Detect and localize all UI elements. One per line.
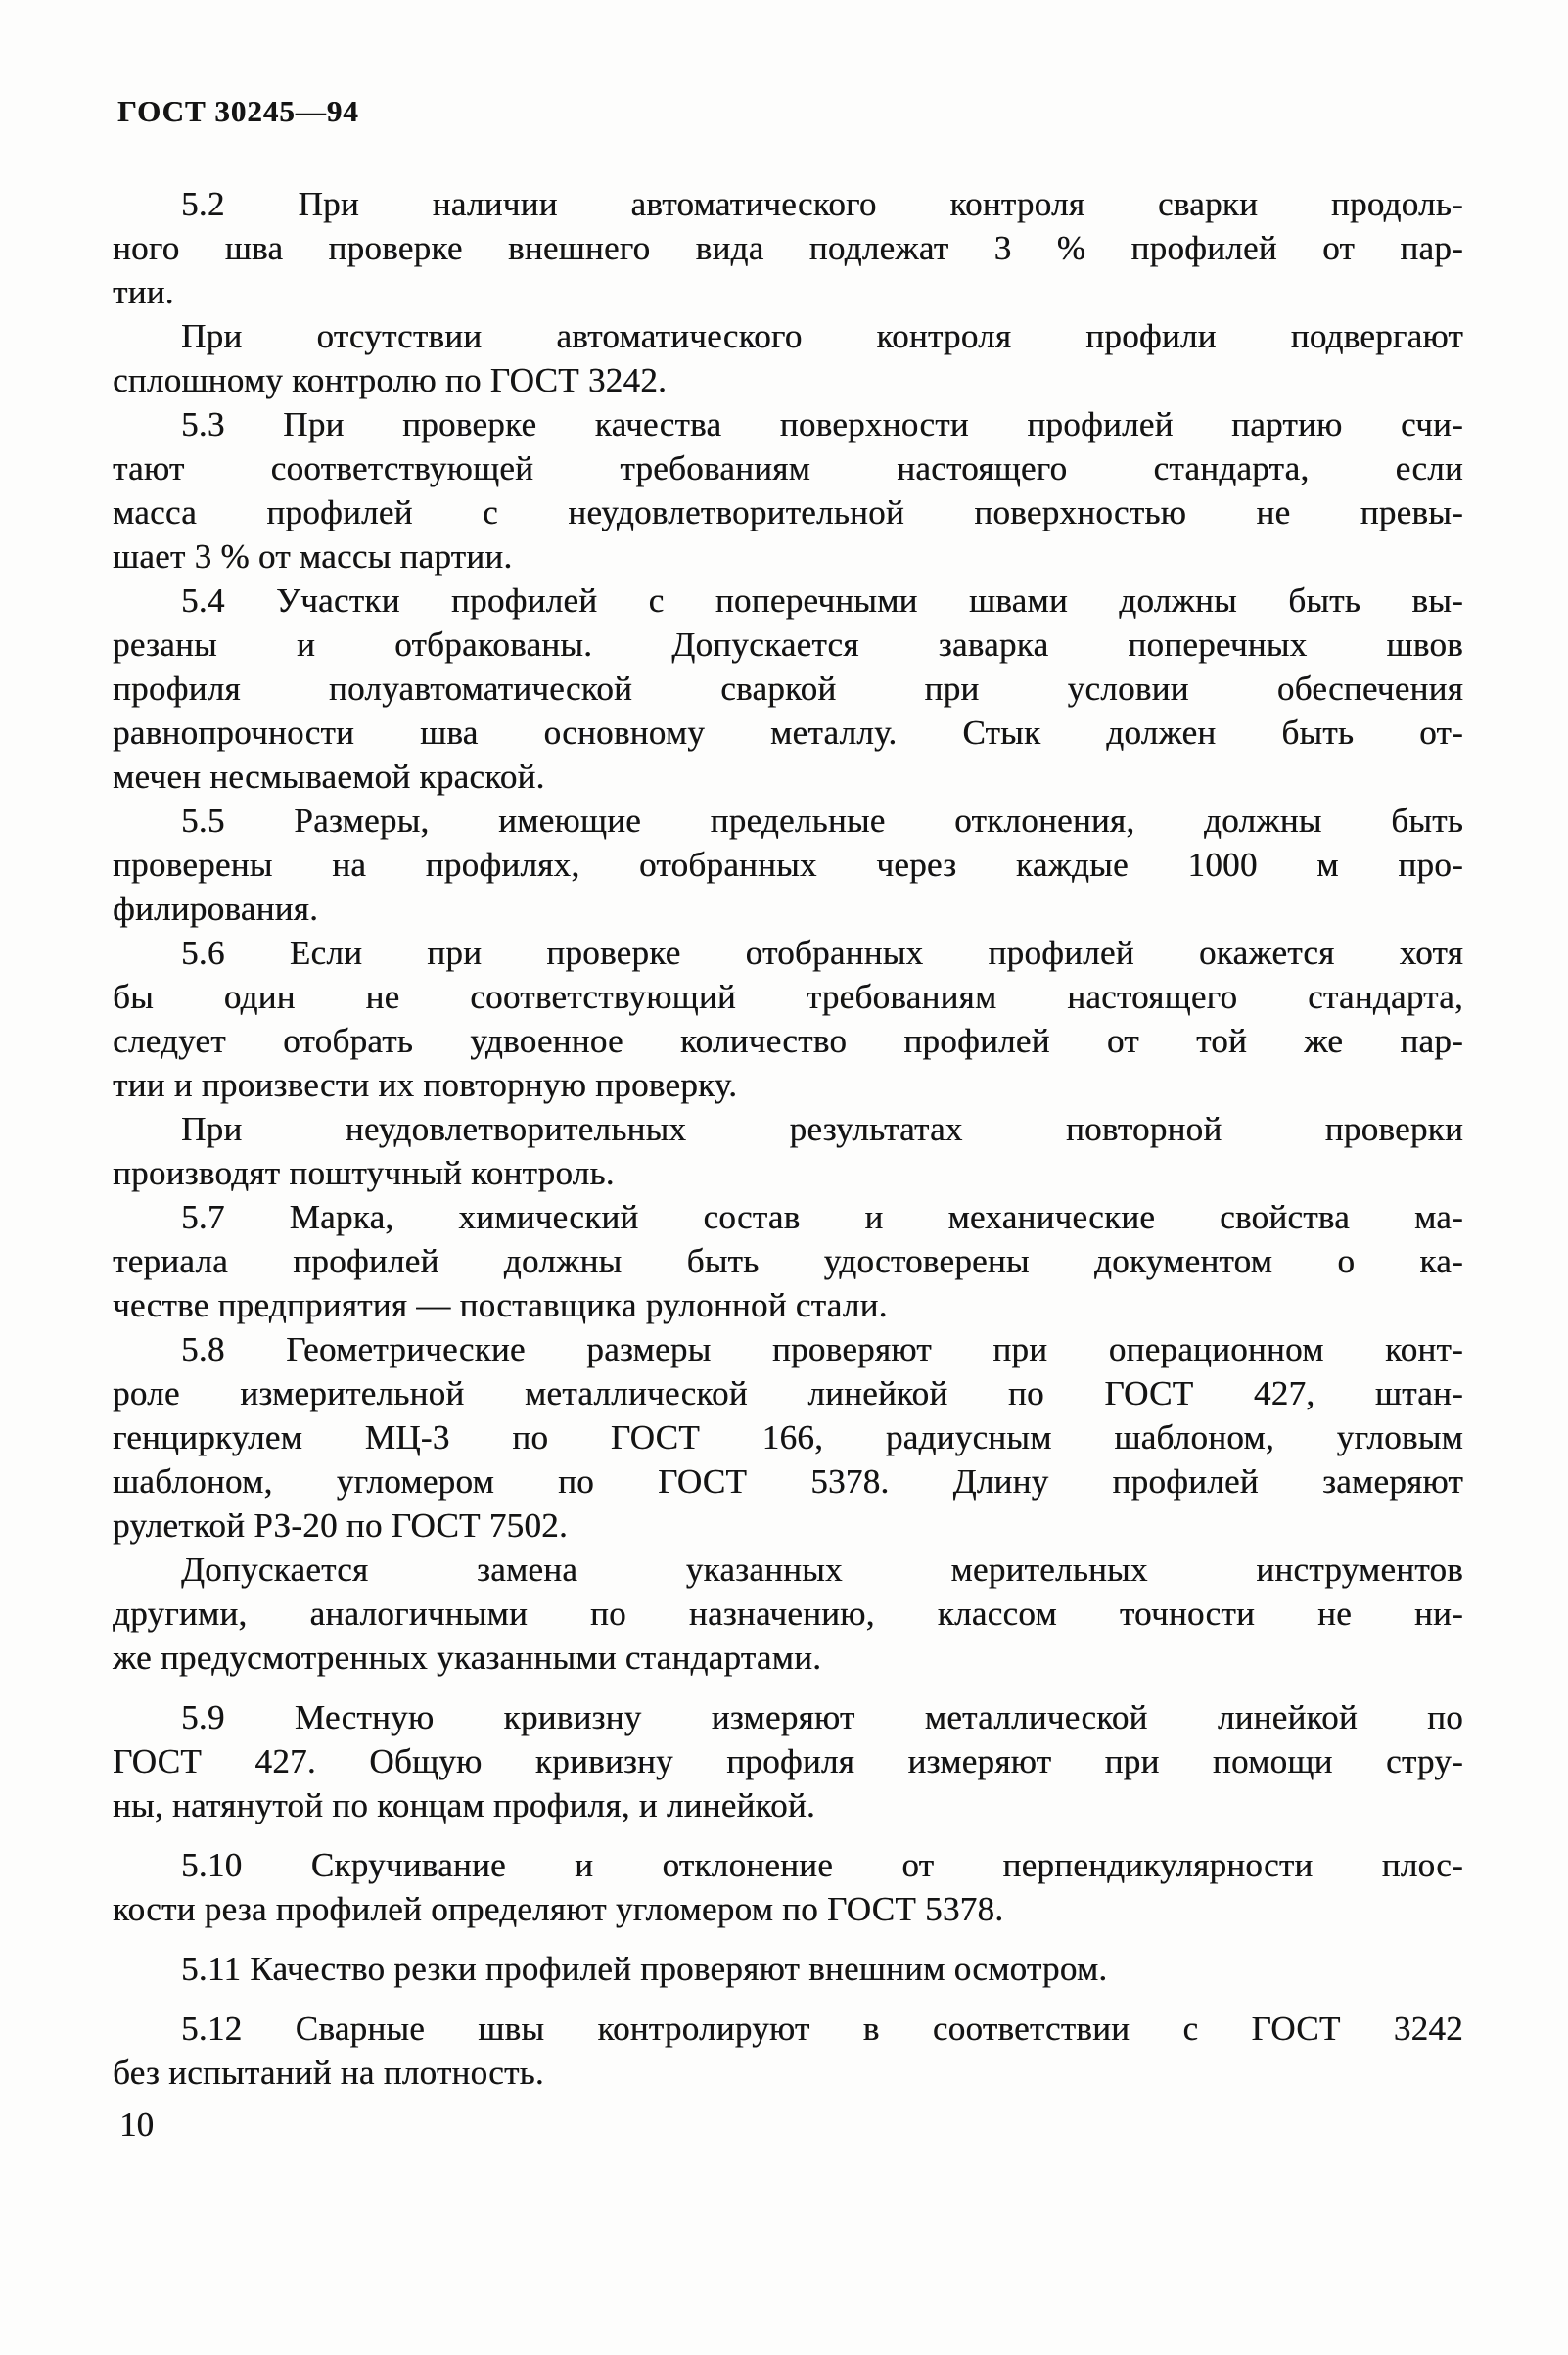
text-line: тии и произвести их повторную проверку.: [113, 1066, 738, 1104]
paragraph: [113, 182, 1463, 314]
text-line: бы один не соответствующий требованиям настоящего стандарта,: [113, 978, 1463, 1016]
paragraph: [113, 314, 1463, 402]
text-line: Допускается замена указанных мерительных инструментов: [181, 1550, 1463, 1589]
text-line: ного шва проверке внешнего вида подлежат 3 % профилей от пар-: [113, 229, 1463, 267]
paragraph: [113, 1695, 1463, 1827]
text-line: же предусмотренных указанными стандартами.: [113, 1639, 822, 1677]
text-line: 5.7 Марка, химический состав и механические свойства ма-: [181, 1198, 1463, 1236]
text-line: При отсутствии автоматического контроля профили подвергают: [181, 317, 1463, 355]
paragraph: [113, 1547, 1463, 1680]
paragraph: [113, 578, 1463, 799]
text-line: 5.4 Участки профилей с поперечными швами должны быть вы-: [181, 581, 1463, 620]
text-line: генциркулем МЦ-3 по ГОСТ 166, радиусным шаблоном, угловым: [113, 1418, 1463, 1456]
text-line: териала профилей должны быть удостоверены документом о ка-: [113, 1242, 1463, 1280]
text-line: При неудовлетворительных результатах повторной проверки: [181, 1110, 1463, 1148]
paragraph: [113, 1947, 1463, 1991]
text-line: тии.: [113, 273, 174, 311]
text-line: без испытаний на плотность.: [113, 2054, 544, 2092]
paragraph: [113, 1107, 1463, 1195]
text-line: 5.6 Если при проверке отобранных профилей окажется хотя: [181, 934, 1463, 972]
text-line: 5.12 Сварные швы контролируют в соответствии с ГОСТ 3242: [181, 2009, 1463, 2048]
text-line: 5.9 Местную кривизну измеряют металлической линейкой по: [181, 1698, 1463, 1736]
document-body: [113, 182, 1463, 2095]
text-line: производят поштучный контроль.: [113, 1154, 615, 1192]
text-line: ГОСТ 427. Общую кривизну профиля измеряют при помощи стру-: [113, 1742, 1463, 1780]
text-line: 5.3 При проверке качества поверхности профилей партию счи-: [181, 405, 1463, 443]
text-line: равнопрочности шва основному металлу. Стык должен быть от-: [113, 714, 1463, 752]
text-line: мечен несмываемой краской.: [113, 758, 545, 796]
text-line: роле измерительной металлической линейкой по ГОСТ 427, штан-: [113, 1374, 1463, 1412]
paragraph: [113, 1843, 1463, 1931]
document-header-title: ГОСТ 30245—94: [117, 94, 359, 128]
text-line: следует отобрать удвоенное количество профилей от той же пар-: [113, 1022, 1463, 1060]
paragraph: [113, 1195, 1463, 1327]
text-line: тают соответствующей требованиям настоящего стандарта, если: [113, 449, 1463, 487]
paragraph: [113, 402, 1463, 578]
text-line: шаблоном, угломером по ГОСТ 5378. Длину профилей замеряют: [113, 1462, 1463, 1501]
text-line: 5.2 При наличии автоматического контроля сварки продоль-: [181, 185, 1463, 223]
text-line: резаны и отбракованы. Допускается заварка поперечных швов: [113, 625, 1463, 664]
paragraph: [113, 931, 1463, 1107]
text-line: филирования.: [113, 890, 319, 928]
text-line: шает 3 % от массы партии.: [113, 537, 513, 576]
text-line: 5.11 Качество резки профилей проверяют внешним осмотром.: [181, 1950, 1108, 1988]
paragraph: [113, 2007, 1463, 2095]
text-line: 5.5 Размеры, имеющие предельные отклонения, должны быть: [181, 802, 1463, 840]
text-line: масса профилей с неудовлетворительной поверхностью не превы-: [113, 493, 1463, 531]
text-line: кости реза профилей определяют угломером по ГОСТ 5378.: [113, 1890, 1004, 1928]
text-line: проверены на профилях, отобранных через каждые 1000 м про-: [113, 846, 1463, 884]
text-line: 5.10 Скручивание и отклонение от перпендикулярности плос-: [181, 1846, 1463, 1884]
paragraph: [113, 799, 1463, 931]
text-line: рулеткой РЗ-20 по ГОСТ 7502.: [113, 1506, 569, 1545]
text-line: профиля полуавтоматической сваркой при условии обеспечения: [113, 670, 1463, 708]
text-line: честве предприятия — поставщика рулонной стали.: [113, 1286, 888, 1324]
text-line: сплошному контролю по ГОСТ 3242.: [113, 361, 668, 399]
page-number: 10: [119, 2105, 154, 2144]
text-line: другими, аналогичными по назначению, классом точности не ни-: [113, 1594, 1463, 1633]
text-line: 5.8 Геометрические размеры проверяют при операционном конт-: [181, 1330, 1463, 1368]
text-line: ны, натянутой по концам профиля, и линейкой.: [113, 1786, 815, 1824]
paragraph: [113, 1327, 1463, 1547]
